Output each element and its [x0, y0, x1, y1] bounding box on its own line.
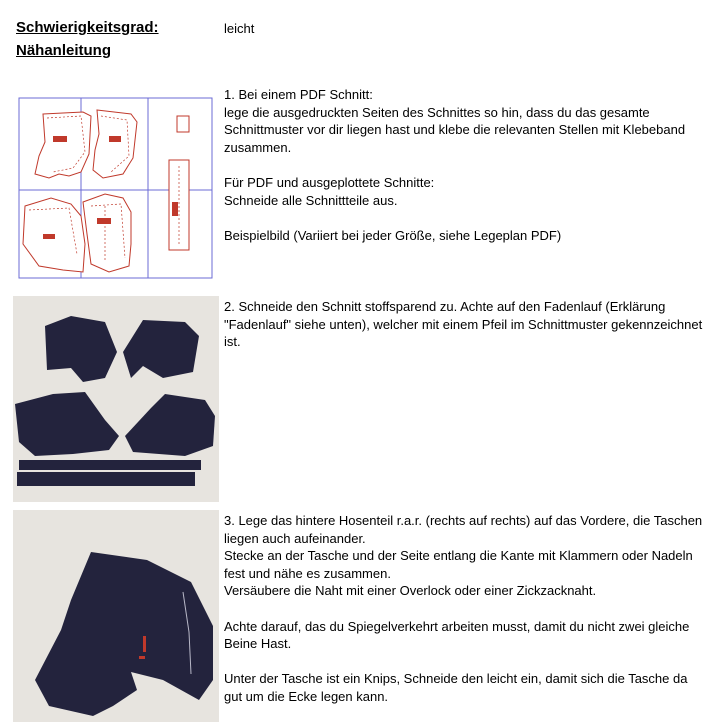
- step-2-text: 2. Schneide den Schnitt stoffsparend zu. Achte auf den Fadenlauf (Erklärung "Fadenlauf" siehe unten), welcher mit einem Pfeil im Schnittmuster gekennzeichnet ist.: [224, 299, 703, 350]
- step-3-text: 3. Lege das hintere Hosenteil r.a.r. (rechts auf rechts) auf das Vordere, die Taschen liegen auch aufeinander. Stecke an der Tasche und der Seite entlang die Kante mit Klammern oder Nadeln fest und nähe es zusammen. Versäubere die Naht mit einer Overlock oder einer Zickzacknaht. Achte darauf, das du Spiegelverkehrt arbeiten musst, damit du nicht zwei gleiche Beine Hast. Unter der Tasche ist ein Knips, Schneide den leicht ein, damit sich die Tasche da gut um die Ecke legen kann.: [224, 513, 703, 704]
- cut-fabric-pieces-icon: [13, 296, 219, 502]
- instructions-label: Nähanleitung: [16, 42, 112, 59]
- difficulty-label: Schwierigkeitsgrad:: [16, 19, 159, 36]
- step-1-text: 1. Bei einem PDF Schnitt: lege die ausgedruckten Seiten des Schnittes so hin, dass du das gesamte Schnittmuster vor dir liegen hast und klebe die relevanten Stellen mit Klebeband zusammen. Für PDF und ausgeplottete Schnitte: Schneide alle Schnittteile aus. Beispielbild (Variiert bei jeder Größe, siehe Legeplan PDF): [224, 87, 686, 243]
- cut-fabric-image: [13, 296, 219, 502]
- pinned-trouser-leg-icon: [13, 510, 219, 722]
- pinned-trouser-image: [13, 510, 219, 722]
- pattern-layout-diagram-icon: [13, 94, 219, 284]
- pattern-layout-image: [13, 94, 219, 284]
- difficulty-value: leicht: [224, 21, 255, 36]
